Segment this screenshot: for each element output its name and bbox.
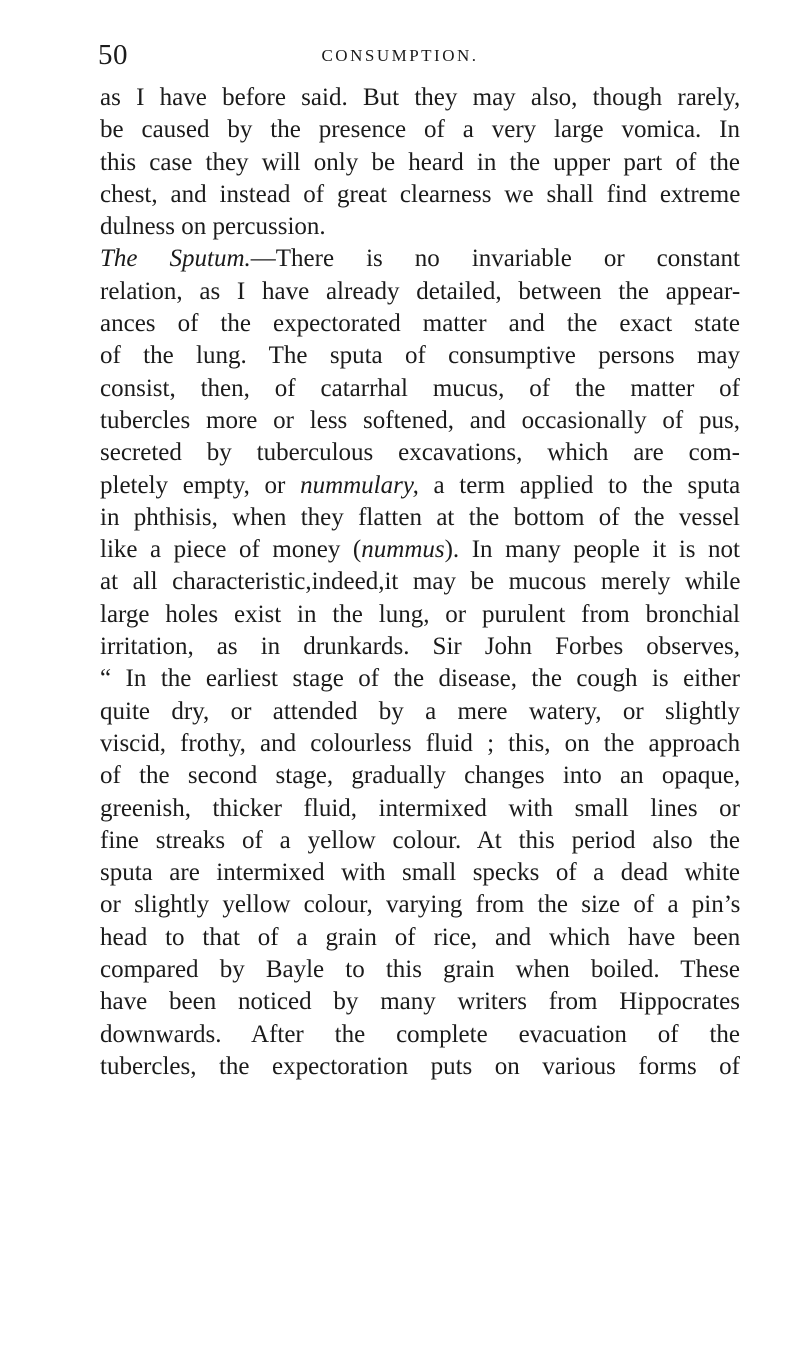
text-line: secreted by tuberculous excavations, which are com- <box>100 439 740 467</box>
text-line: sputa are intermixed with small specks of a dead white <box>100 859 740 887</box>
text-line: fine streaks of a yellow colour. At this period also the <box>100 826 740 854</box>
text-line: like a piece of money (nummus). In many people it is not <box>100 536 741 564</box>
section-heading-line: The Sputum.—There is no invariable or constant <box>100 245 740 273</box>
text-line: in phthisis, when they flatten at the bottom of the vessel <box>100 503 740 531</box>
text-line: relation, as I have already detailed, between the appear- <box>100 277 741 305</box>
running-head: CONSUMPTION. <box>321 46 479 65</box>
text-line: or slightly yellow colour, varying from the size of a pin’s <box>100 891 741 919</box>
text-line: ances of the expectorated matter and the exact state <box>100 310 740 338</box>
text-line: this case they will only be heard in the upper part of the <box>100 148 740 176</box>
text-line: be caused by the presence of a very large vomica. In <box>100 116 740 144</box>
body-text <box>100 82 740 1083</box>
italic-term: nummus <box>361 536 445 564</box>
text-line: tubercles more or less softened, and occasionally of pus, <box>100 406 740 434</box>
italic-term: nummulary, <box>300 471 419 499</box>
text-line: quite dry, or attended by a mere watery, or slightly <box>100 697 740 725</box>
text-line: as I have before said. But they may also, though rarely, <box>100 84 741 111</box>
text-line: dulness on percussion. <box>100 213 326 241</box>
text-line: chest, and instead of great clearness we shall find extreme <box>100 180 741 208</box>
text-line: greenish, thicker fluid, intermixed with small lines or <box>100 794 740 822</box>
text-line: viscid, frothy, and colourless fluid ; this, on the approach <box>100 729 741 757</box>
text-line: irritation, as in drunkards. Sir John Forbes observes, <box>100 633 740 661</box>
text-line: large holes exist in the lung, or purulent from bronchial <box>100 600 740 628</box>
text-line: “ In the earliest stage of the disease, the cough is either <box>100 665 740 693</box>
text-line: pletely empty, or nummulary, a term applied to the sputa <box>100 471 741 499</box>
text-line: tubercles, the expectoration puts on various forms of <box>100 1052 740 1080</box>
text-line: of the lung. The sputa of consumptive persons may <box>100 342 740 370</box>
text-line: consist, then, of catarrhal mucus, of the matter of <box>100 374 740 402</box>
page-number: 50 <box>98 39 128 71</box>
text-line: downwards. After the complete evacuation of the <box>100 1020 740 1048</box>
text-line: compared by Bayle to this grain when boiled. These <box>100 956 740 984</box>
text-line: have been noticed by many writers from Hippocrates <box>100 988 740 1016</box>
text-line: head to that of a grain of rice, and which have been <box>100 923 741 951</box>
text-line: of the second stage, gradually changes into an opaque, <box>100 762 741 790</box>
section-heading: The Sputum. <box>100 245 251 273</box>
text-line: at all characteristic,indeed,it may be mucous merely while <box>100 568 741 596</box>
